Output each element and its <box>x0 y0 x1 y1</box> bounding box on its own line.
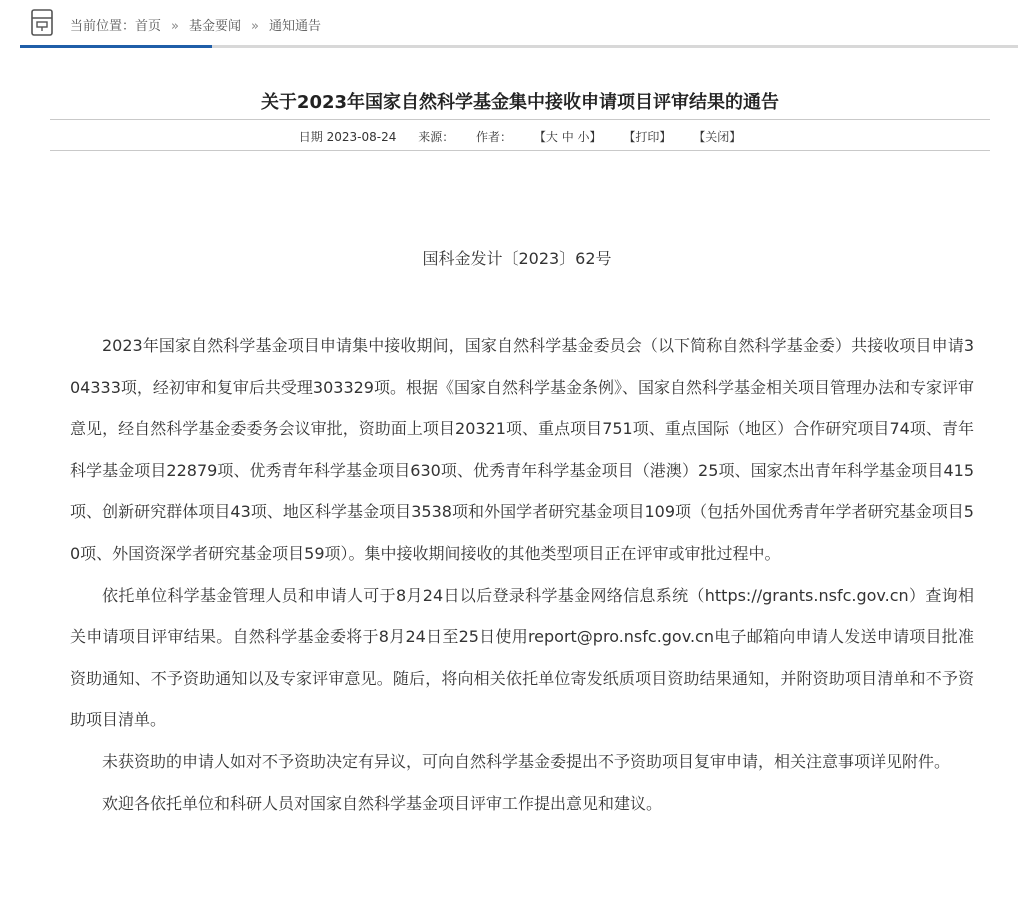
body-paragraph: 欢迎各依托单位和科研人员对国家自然科学基金项目评审工作提出意见和建议。 <box>102 793 663 813</box>
breadcrumb-section-link[interactable]: 基金要闻 <box>189 19 242 34</box>
title-divider <box>50 119 990 120</box>
breadcrumb-separator: » <box>251 19 259 34</box>
document-icon <box>30 8 54 38</box>
document-number: 国科金发计〔2023〕62号 <box>422 249 612 268</box>
body-paragraph: 2023年国家自然科学基金项目申请集中接收期间，国家自然科学基金委员会（以下简称自然科学基金委）共接收项目申请304333项，经初审和复审后共受理303329项。根据《国家自然科学基金条例》、国家自然科学基金相关项目管理办法和专家评审意见，经自然科学基金委委务会议审批，资助面上项目20321项、重点项目751项、重点国际（地区）合作研究项目74项、青年科学基金项目22879项、优秀青年科学基金项目630项、优秀青年科学基金项目（港澳）25项、国家杰出青年科学基金项目415项、创新研究群体项目43项、地区科学基金项目3538项和外国学者研究基金项目109项（包括外国优秀青年学者研究基金项目50项、外国资深学者研究基金项目59项）。集中接收期间接收的其他类型项目正在评审或审批过程中。 <box>70 336 974 563</box>
breadcrumb-prefix: 当前位置： <box>70 19 136 34</box>
breadcrumb-separator: » <box>171 19 179 34</box>
article-title: 关于2023年国家自然科学基金集中接收申请项目评审结果的通告 <box>260 92 780 113</box>
breadcrumb-current-link[interactable]: 通知通告 <box>268 19 321 34</box>
meta-divider <box>50 150 990 151</box>
breadcrumb <box>70 15 321 34</box>
article-meta <box>50 128 990 145</box>
font-size-toggle[interactable]: 【大 中 小】 <box>533 130 602 144</box>
print-link[interactable]: 【打印】 <box>623 130 672 144</box>
article-author: 作者： <box>476 130 513 144</box>
breadcrumb-home-link[interactable]: 首页 <box>135 19 162 34</box>
article-source: 来源： <box>418 130 455 144</box>
close-link[interactable]: 【关闭】 <box>693 130 742 144</box>
breadcrumb-bar <box>0 0 1034 48</box>
article-body <box>70 325 974 824</box>
body-paragraph: 未获资助的申请人如对不予资助决定有异议，可向自然科学基金委提出不予资助项目复审申请，相关注意事项详见附件。 <box>102 751 951 771</box>
breadcrumb-accent-bar <box>20 45 212 48</box>
article-date: 日期 2023-08-24 <box>298 130 397 144</box>
body-paragraph: 依托单位科学基金管理人员和申请人可于8月24日以后登录科学基金网络信息系统（https://grants.nsfc.gov.cn）查询相关申请项目评审结果。自然科学基金委将于8月24日至25日使用report@pro.nsfc.gov.cn电子邮箱向申请人发送申请项目批准资助通知、不予资助通知以及专家评审意见。随后，将向相关依托单位寄发纸质项目资助结果通知，并附资助项目清单和不予资助项目清单。 <box>70 585 974 730</box>
